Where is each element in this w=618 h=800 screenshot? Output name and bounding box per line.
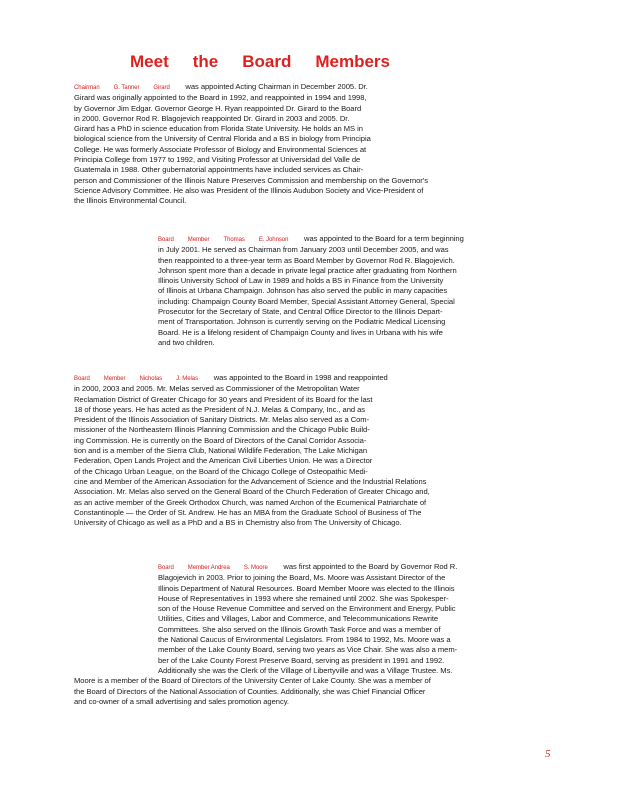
bio-label: Board Member Nicholas J. Melas xyxy=(74,376,199,382)
bio-label: Board Member Thomas E. Johnson xyxy=(158,237,289,243)
bio-line: of Illinois at Urbana Champaign. Johnson has also served the public in many capacities xyxy=(158,286,448,296)
bio-line: was appointed to the Board for a term beginning xyxy=(304,234,464,243)
bio-label: Board Member Andrea S. Moore xyxy=(158,565,268,571)
bio-line: then reappointed to a three-year term as Board Member by Governor Rod R. Blagojevich. xyxy=(158,255,455,265)
bio-line: cine and Member of the American Association for the Advancement of Science and the Industrial Relations xyxy=(74,476,427,486)
bio-line: and co-owner of a small advertising and sales promotion agency. xyxy=(74,696,289,706)
bio-line: Constantinople — the Order of St. Andrew. He has an MBA from the Graduate School of Business of The xyxy=(74,507,422,517)
bio-line: ment of Transportation. Johnson is currently serving on the Podiatric Medical Licensing xyxy=(158,317,446,327)
bio-line: was appointed Acting Chairman in December 2005. Dr. xyxy=(185,82,368,91)
bio-line: Girard was originally appointed to the Board in 1992, and reappointed in 1994 and 1998, xyxy=(74,93,367,103)
title-word: Meet xyxy=(130,52,169,71)
bio-line: member of the Lake County Board, serving two years as Vice Chair. She was also a mem- xyxy=(158,645,458,655)
bio-line: Reclamation District of Greater Chicago for 30 years and President of its Board for the last xyxy=(74,394,373,404)
bio-line: was first appointed to the Board by Governor Rod R. xyxy=(283,562,458,571)
bio-line: ing Commission. He is currently on the Board of Directors of the Canal Corridor Associa- xyxy=(74,435,367,445)
bio-line: Federation, Open Lands Project and the American Civil Liberties Union. He was a Director xyxy=(74,456,373,466)
bio-line: Science Advisory Committee. He also was President of the Illinois Audubon Society and Vice-President of xyxy=(74,185,424,195)
bio-line: Johnson spent more than a decade in private legal practice after graduating from Northern xyxy=(158,265,457,275)
bio-line: the Illinois Environmental Council. xyxy=(74,196,187,206)
bio-label: Chairman G. Tanner Girard xyxy=(74,85,170,91)
bio-line: missioner of the Northeastern Illinois Planning Commission and the Chicago Public Build- xyxy=(74,425,370,435)
bio-line: Additionally she was the Clerk of the Village of Libertyville and was a Village Trustee. Ms. xyxy=(158,665,453,675)
bio-line: of the Chicago Urban League, on the Board of the Chicago College of Osteopathic Medi- xyxy=(74,466,368,476)
bio-moore xyxy=(74,562,550,707)
bio-line: Moore is a member of the Board of Directors of the University Center of Lake County. She was a member of xyxy=(74,676,431,686)
bio-line: College. He was formerly Associate Professor of Biology and Environmental Sciences at xyxy=(74,144,367,154)
bio-line: person and Commissioner of the Illinois Nature Preserves Commission and membership on the Governor's xyxy=(74,175,428,185)
bio-line: Board. He is a lifelong resident of Champaign County and lives in Urbana with his wife xyxy=(158,327,443,337)
bio-line: son of the House Revenue Committee and served on the Environment and Energy, Public xyxy=(158,604,456,614)
page-number: 5 xyxy=(545,748,551,760)
bio-line: Committees. She also served on the Illinois Growth Task Force and was a member of xyxy=(158,624,441,634)
bio-line: in July 2001. He served as Chairman from January 2003 until December 2005, and was xyxy=(158,245,449,255)
bio-line: was appointed to the Board in 1998 and reappointed xyxy=(213,373,388,382)
title-word: Members xyxy=(315,52,390,71)
bio-line: ber of the Lake County Forest Preserve Board, serving as president in 1991 and 1992. xyxy=(158,655,445,665)
bio-line: including: Champaign County Board Member, Special Assistant Attorney General, Special xyxy=(158,296,455,306)
bio-line: Utilities, Cities and Villages, Labor and Commerce, and Telecommunications Rewrite xyxy=(158,614,439,624)
bio-line: in 2000. Governor Rod R. Blagojevich reappointed Dr. Girard in 2003 and 2005. Dr. xyxy=(74,113,350,123)
bio-line: the Board of Directors of the National Association of Counties. Additionally, she was Chief Financial Officer xyxy=(74,686,426,696)
bio-girard xyxy=(74,82,520,207)
bio-line: biological science from the University of Central Florida and a BS in biology from Principia xyxy=(74,134,371,144)
bio-line: 18 of those years. He has acted as the President of N.J. Melas & Company, Inc., and as xyxy=(74,404,366,414)
bio-line: and two children. xyxy=(158,337,215,347)
bio-line: by Governor Jim Edgar. Governor George H. Ryan reappointed Dr. Girard to the Board xyxy=(74,103,362,113)
bio-line: as an active member of the Greek Orthodox Church, was named Archon of the Ecumenical Patriarchate of xyxy=(74,497,427,507)
bio-line: Association. Mr. Melas also served on the General Board of the Church Federation of Greater Chicago and, xyxy=(74,487,430,497)
bio-line: Illinois University School of Law in 1989 and holds a BS in Finance from the University xyxy=(158,276,444,286)
bio-line: House of Representatives in 1993 where she remained until 2002. She was Spokesper- xyxy=(158,593,449,603)
bio-line: Prosecutor for the Secretary of State, and Central Office Director to the Illinois Depart- xyxy=(158,307,443,317)
bio-line: President of the Illinois Association of Sanitary Districts. Mr. Melas also served as a Com- xyxy=(74,415,370,425)
bio-line: Guatemala in 1988. Other gubernatorial appointments have included services as Chair- xyxy=(74,165,364,175)
title-word: the xyxy=(192,52,219,71)
bio-melas xyxy=(74,373,550,528)
title-word: Board xyxy=(242,52,292,71)
bio-line: the National Caucus of Environmental Legislators. From 1984 to 1992, Ms. Moore was a xyxy=(158,635,451,645)
bio-line: University of Chicago as well as a PhD and a BS in Chemistry also from The University of Chicago. xyxy=(74,518,402,528)
bio-line: Illinois Department of Natural Resources. Board Member Moore was elected to the Illinois xyxy=(158,583,455,593)
bio-johnson xyxy=(158,234,553,348)
bio-line: in 2000, 2003 and 2005. Mr. Melas served as Commissioner of the Metropolitan Water xyxy=(74,384,360,394)
bio-line: Blagojevich in 2003. Prior to joining the Board, Ms. Moore was Assistant Director of the xyxy=(158,573,446,583)
bio-line: Principia College from 1977 to 1992, and Visiting Professor at Universidad del Valle de xyxy=(74,155,361,165)
bio-line: tion and is a member of the Sierra Club, National Wildlife Federation, The Lake Michigan xyxy=(74,446,368,456)
bio-line: Girard has a PhD in science education from Florida State University. He holds an MS in xyxy=(74,124,363,134)
page-title xyxy=(130,52,390,72)
